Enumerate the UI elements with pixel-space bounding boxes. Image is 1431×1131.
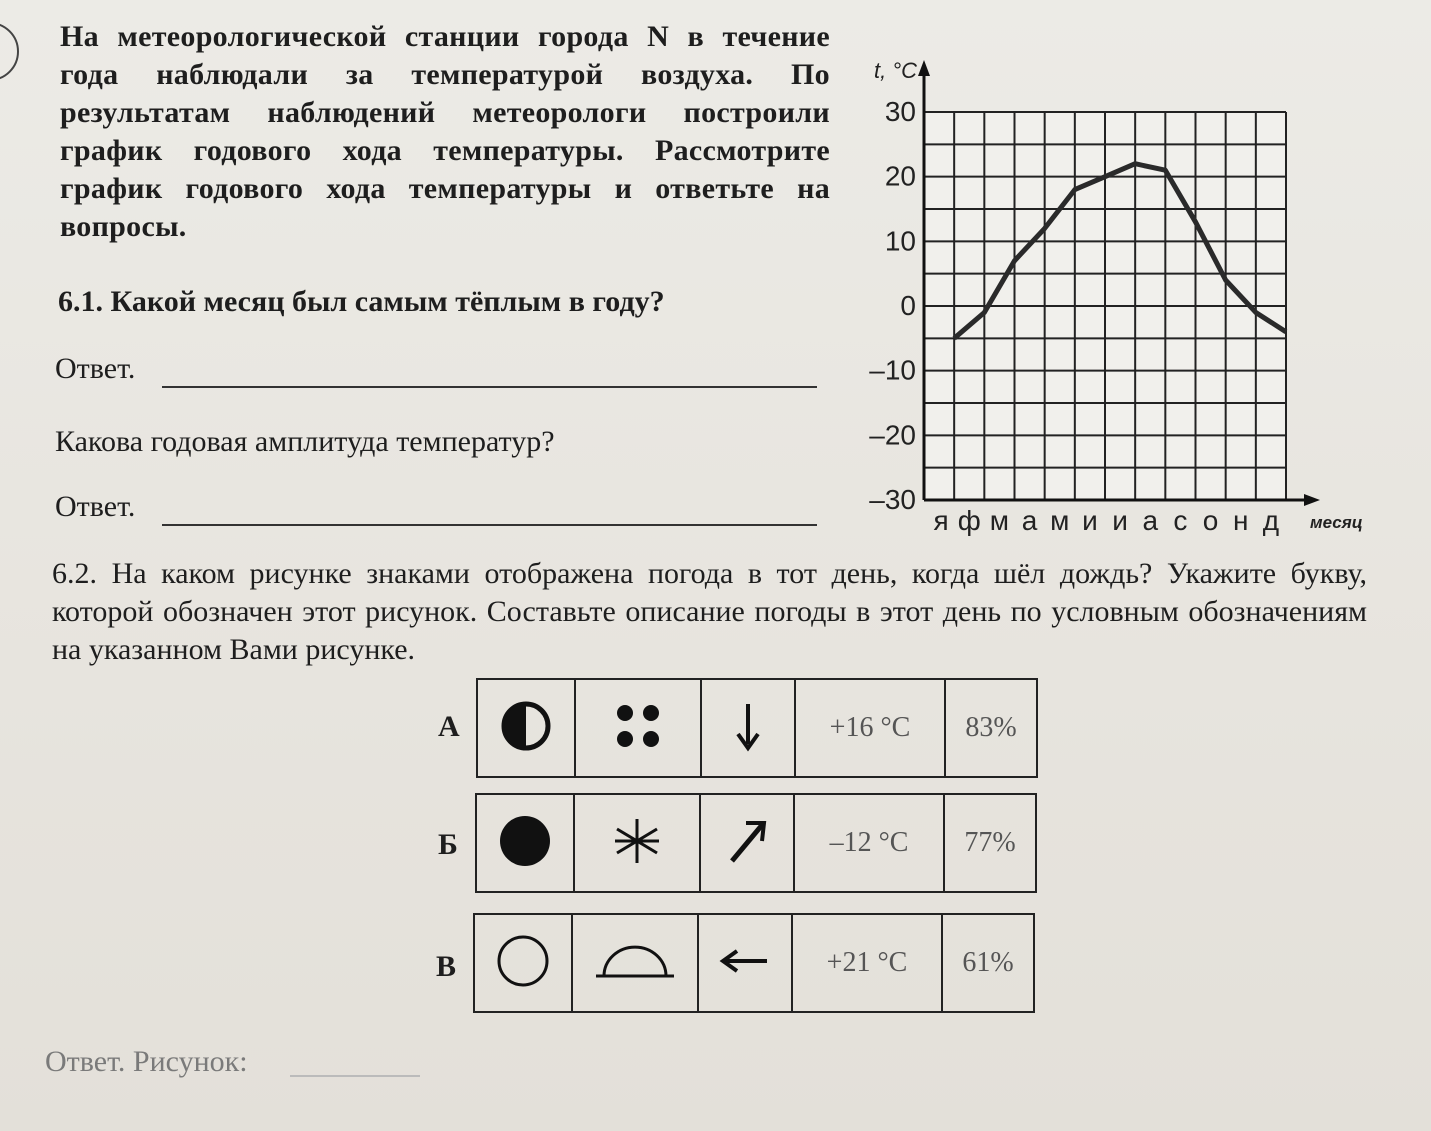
temperature-cell: –12 °C bbox=[794, 794, 944, 892]
temperature-cell: +16 °C bbox=[795, 679, 945, 777]
row-label-a: А bbox=[438, 710, 460, 743]
final-answer-label: Ответ. Рисунок: bbox=[45, 1045, 248, 1078]
wind-cell bbox=[700, 794, 794, 892]
x-category-label: с bbox=[1173, 505, 1188, 536]
humidity-cell: 77% bbox=[944, 794, 1036, 892]
x-category-label: м bbox=[1050, 505, 1070, 536]
temperature-chart bbox=[850, 50, 1390, 550]
precip-cell bbox=[575, 679, 701, 777]
intro-text: На метеорологической станции города N в течение года наблюдали за температурой воздуха. По результатам наблюдений метеорологи построили график годового хода температуры. Рассмотрите график годового хода температуры и ответьте на вопросы. bbox=[60, 20, 830, 243]
humidity-cell: 83% bbox=[945, 679, 1037, 777]
question-number: 6.2. bbox=[52, 557, 97, 590]
wind-cell bbox=[698, 914, 792, 1012]
margin-arc bbox=[0, 22, 19, 81]
x-category-label: ф bbox=[957, 505, 981, 536]
half-cloud-icon bbox=[496, 696, 556, 756]
weather-row-a[interactable] bbox=[476, 678, 1038, 778]
cloud-cell bbox=[476, 794, 574, 892]
x-category-label: о bbox=[1202, 505, 1219, 536]
y-tick-label: –10 bbox=[869, 354, 916, 386]
rain-dots-icon bbox=[603, 696, 673, 756]
x-category-label: д bbox=[1262, 505, 1280, 536]
x-category-label: н bbox=[1233, 505, 1249, 536]
chart-ylabel: t, °C bbox=[874, 58, 918, 83]
answer-label: Ответ. bbox=[55, 490, 136, 523]
row-label-v: В bbox=[436, 950, 457, 983]
snow-icon bbox=[607, 811, 667, 871]
wind-cell bbox=[701, 679, 795, 777]
x-category-label: м bbox=[989, 505, 1010, 536]
chart-xlabel: месяц bbox=[1310, 513, 1363, 532]
chart-y-ticks bbox=[869, 96, 916, 515]
chart-x-categories bbox=[933, 505, 1279, 536]
question-6-1 bbox=[58, 285, 665, 319]
y-tick-label: –20 bbox=[869, 419, 916, 451]
question-text: Какой месяц был самым тёплым в году? bbox=[110, 285, 665, 318]
final-answer-line[interactable] bbox=[290, 1075, 420, 1077]
x-category-label: я bbox=[933, 505, 949, 536]
dome-icon bbox=[590, 936, 680, 986]
x-category-label: а bbox=[1021, 505, 1038, 536]
answer-line[interactable] bbox=[162, 524, 817, 526]
arrow-left-icon bbox=[715, 941, 775, 981]
precip-cell bbox=[572, 914, 698, 1012]
question-text: На каком рисунке знаками отображена погода в тот день, когда шёл дождь? Укажите букву, которой обозначен этот рисунок. Составьте описание погоды в этот день по условным обозначениям на указанном Вами рисунке. bbox=[52, 557, 1368, 666]
y-axis-arrow bbox=[918, 60, 930, 76]
y-tick-label: 20 bbox=[884, 160, 916, 192]
answer-line[interactable] bbox=[162, 386, 817, 388]
x-category-label: и bbox=[1112, 505, 1128, 536]
overcast-icon bbox=[495, 811, 555, 871]
x-category-label: а bbox=[1142, 505, 1159, 536]
row-label-b: Б bbox=[438, 828, 458, 861]
chart-grid bbox=[924, 112, 1286, 500]
question-number: 6.1. bbox=[58, 285, 103, 318]
cloud-cell bbox=[474, 914, 572, 1012]
x-axis-arrow bbox=[1304, 494, 1320, 506]
answer-label: Ответ. bbox=[55, 352, 136, 385]
weather-row-b[interactable] bbox=[475, 793, 1037, 893]
weather-row-v[interactable] bbox=[473, 913, 1035, 1013]
cloud-cell bbox=[477, 679, 575, 777]
humidity-cell: 61% bbox=[942, 914, 1034, 1012]
arrow-down-icon bbox=[723, 696, 773, 756]
temperature-cell: +21 °C bbox=[792, 914, 942, 1012]
y-tick-label: 10 bbox=[884, 225, 916, 257]
y-tick-label: –30 bbox=[869, 484, 916, 515]
clear-icon bbox=[493, 931, 553, 991]
question-amplitude: Какова годовая амплитуда температур? bbox=[55, 425, 555, 458]
y-tick-label: 0 bbox=[900, 290, 916, 321]
question-6-2 bbox=[52, 555, 1367, 669]
precip-cell bbox=[574, 794, 700, 892]
x-category-label: и bbox=[1082, 505, 1098, 536]
y-tick-label: 30 bbox=[884, 96, 916, 127]
arrow-up-right-icon bbox=[722, 811, 772, 871]
